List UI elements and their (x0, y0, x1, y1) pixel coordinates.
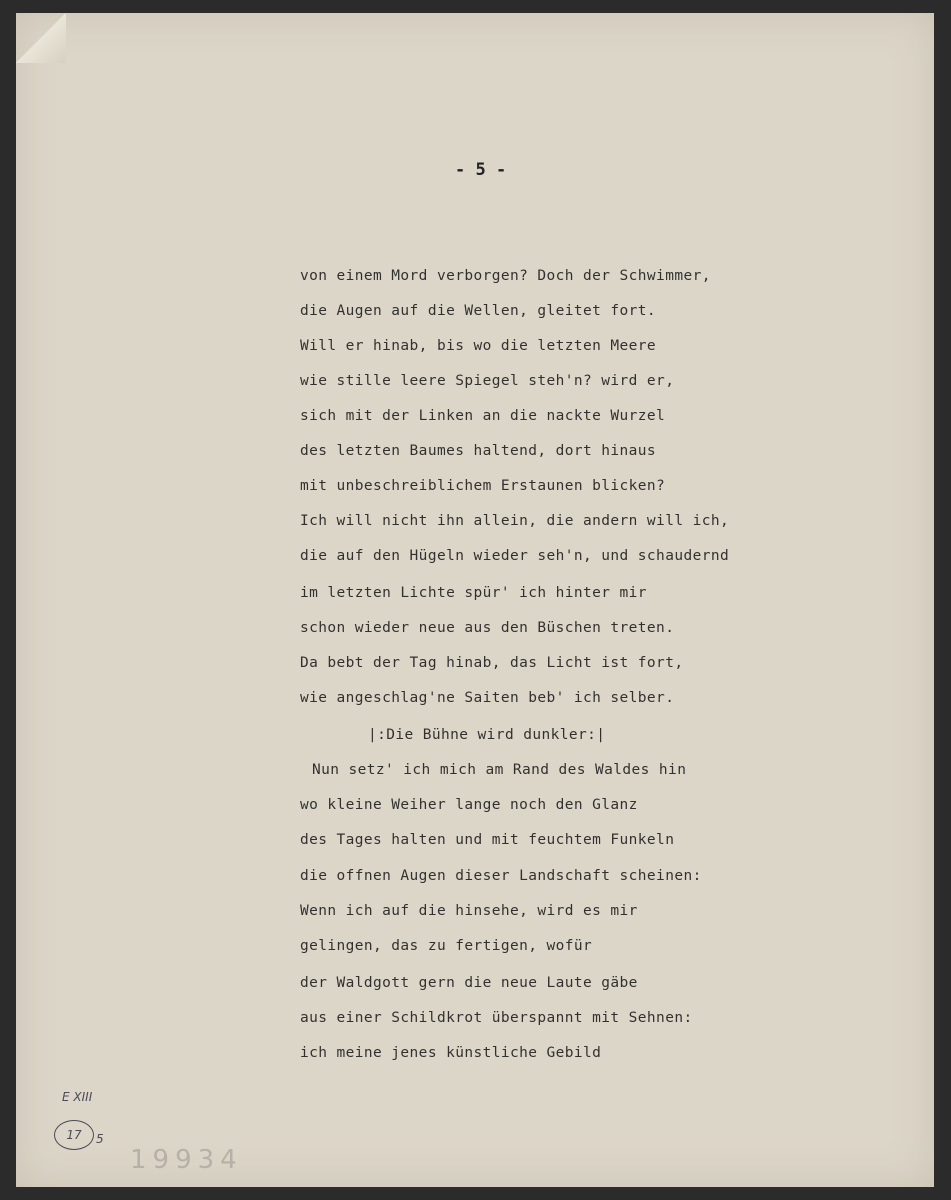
text-line: schon wieder neue aus den Büschen treten. (300, 620, 675, 636)
text-line: des Tages halten und mit feuchtem Funkeln (300, 832, 675, 848)
text-line: sich mit der Linken an die nackte Wurzel (300, 408, 666, 424)
archive-code: E XIII (62, 1090, 93, 1104)
text-line: gelingen, das zu fertigen, wofür (300, 938, 593, 954)
circled-number: 17 (54, 1120, 94, 1150)
text-line: der Waldgott gern die neue Laute gäbe (300, 975, 638, 991)
text-line: die Augen auf die Wellen, gleitet fort. (300, 303, 657, 319)
text-line: von einem Mord verborgen? Doch der Schwimmer, (300, 268, 711, 284)
text-line: die offnen Augen dieser Landschaft scheinen: (300, 868, 702, 884)
text-line: Nun setz' ich mich am Rand des Waldes hin (312, 762, 687, 778)
text-line: mit unbeschreiblichem Erstaunen blicken? (300, 478, 666, 494)
stage-direction: |:Die Bühne wird dunkler:| (368, 727, 606, 743)
text-line: wo kleine Weiher lange noch den Glanz (300, 797, 638, 813)
text-line: wie stille leere Spiegel steh'n? wird er, (300, 373, 675, 389)
inventory-number: 19934 (130, 1145, 243, 1175)
text-line: Will er hinab, bis wo die letzten Meere (300, 338, 657, 354)
text-line: aus einer Schildkrot überspannt mit Sehnen: (300, 1010, 693, 1026)
folded-corner (16, 13, 66, 63)
folio-number: 5 (96, 1132, 104, 1146)
text-line: ich meine jenes künstliche Gebild (300, 1045, 602, 1061)
text-line: Ich will nicht ihn allein, die andern will ich, (300, 513, 730, 529)
text-line: Da bebt der Tag hinab, das Licht ist fort, (300, 655, 684, 671)
text-line: die auf den Hügeln wieder seh'n, und schaudernd (300, 548, 730, 564)
text-line: Wenn ich auf die hinsehe, wird es mir (300, 903, 638, 919)
text-line: des letzten Baumes haltend, dort hinaus (300, 443, 657, 459)
text-line: wie angeschlag'ne Saiten beb' ich selber. (300, 690, 675, 706)
text-line: im letzten Lichte spür' ich hinter mir (300, 585, 647, 601)
page-number: - 5 - (455, 160, 507, 180)
